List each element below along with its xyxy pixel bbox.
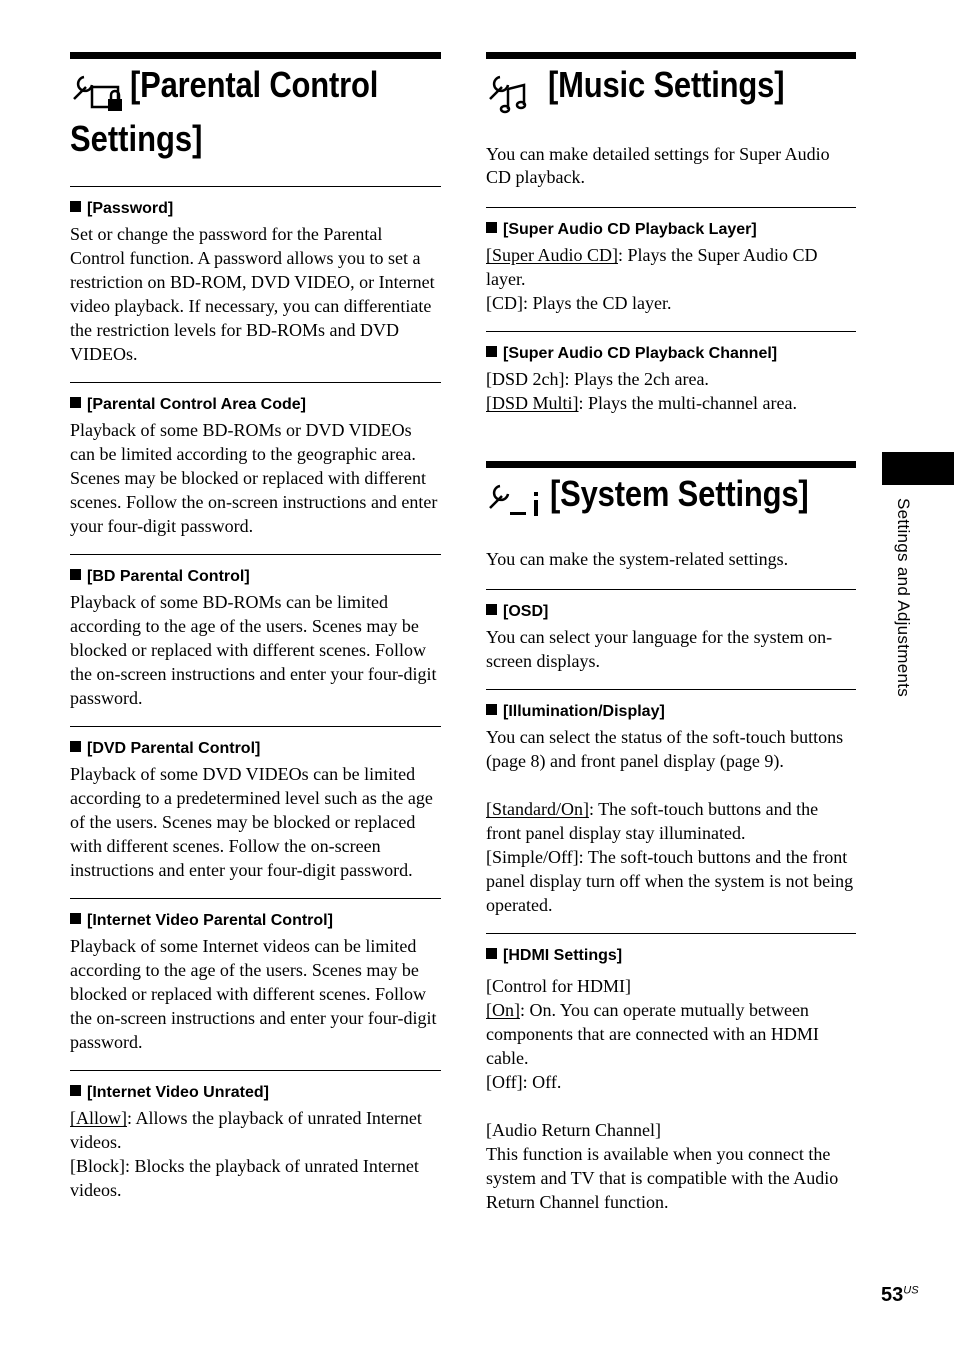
password-item	[70, 187, 441, 382]
bullet-square-icon	[70, 913, 81, 924]
bullet-square-icon	[486, 222, 497, 233]
parental-control-title-line1: [Parental Control	[130, 64, 379, 105]
system-intro: You can make the system-related settings.	[486, 549, 789, 569]
osd-heading	[486, 602, 856, 622]
dsd-multi-default-option: [DSD Multi]	[486, 393, 579, 413]
bullet-square-icon	[70, 569, 81, 580]
standard-on-desc: : The soft-touch buttons and the front panel display stay illuminated.	[486, 799, 819, 843]
page-number-value: 53	[881, 1284, 904, 1306]
music-settings-icon	[486, 69, 548, 117]
password-text: Set or change the password for the Parental Control function. A password allows you to set a restriction on BD-ROM, DVD VIDEO, or Internet video playback. If necessary, you can differentiate the restriction levels for BD-ROMs and DVD VIDEOs.	[70, 224, 435, 364]
internet-parental-text: Playback of some Internet videos can be limited according to the age of the users. Scenes may be blocked or replaced with different scenes. Follow the on-screen instructions and enter your four-digit password.	[70, 936, 437, 1052]
osd-text: You can select your language for the system on-screen displays.	[486, 627, 833, 671]
hdmi-control-subheading: [Control for HDMI]	[486, 976, 631, 996]
side-label: Settings and Adjustments	[894, 498, 913, 698]
system-settings-title: [System Settings]	[550, 473, 809, 514]
bullet-square-icon	[486, 604, 497, 615]
illumination-heading	[486, 702, 856, 722]
bd-parental-text: Playback of some BD-ROMs can be limited according to the age of the users. Scenes may be blocked or replaced with different scenes. Follow the on-screen instructions and enter your four-digit password.	[70, 592, 437, 708]
internet-parental-heading	[70, 911, 441, 931]
sacd-layer-opt2: [CD]: Plays the CD layer.	[486, 293, 672, 313]
sacd-layer-heading	[486, 220, 856, 240]
spacer	[486, 1094, 856, 1118]
music-intro: You can make detailed settings for Super Audio CD playback.	[486, 144, 830, 187]
parental-control-title-line2: Settings]	[70, 118, 203, 159]
sacd-channel-heading-text: [Super Audio CD Playback Channel]	[503, 345, 778, 362]
music-settings-title: [Music Settings]	[548, 64, 785, 105]
arc-text: This function is available when you connect the system and TV that is compatible with the Audio Return Channel function.	[486, 1144, 839, 1212]
dvd-parental-heading	[70, 739, 441, 759]
area-code-item	[70, 383, 441, 554]
bd-parental-heading-text: [BD Parental Control]	[87, 568, 250, 585]
password-heading-text: [Password]	[87, 200, 174, 217]
internet-unrated-heading-text: [Internet Video Unrated]	[87, 1084, 269, 1101]
illumination-text: You can select the status of the soft-touch buttons (page 8) and front panel display (page 9).	[486, 727, 844, 771]
bd-parental-heading	[70, 567, 441, 587]
illumination-opt2: [Simple/Off]: The soft-touch buttons and the front panel display turn off when the system is not being operated.	[486, 847, 854, 915]
bullet-square-icon	[486, 948, 497, 959]
osd-heading-text: [OSD]	[503, 603, 549, 620]
sacd-layer-item	[486, 208, 856, 331]
hdmi-heading	[486, 946, 856, 966]
internet-unrated-option-allow	[70, 1106, 441, 1154]
system-settings-icon	[486, 478, 550, 526]
area-code-text: Playback of some BD-ROMs or DVD VIDEOs can be limited according to the geographic area. Scenes may be blocked or replaced with different scenes. Follow the on-screen instructions and enter your four-digit password.	[70, 420, 438, 536]
internet-parental-heading-text: [Internet Video Parental Control]	[87, 912, 333, 929]
bullet-square-icon	[70, 201, 81, 212]
bullet-square-icon	[70, 1085, 81, 1096]
sacd-layer-opt1	[486, 243, 856, 291]
sacd-channel-heading	[486, 344, 856, 364]
spacer	[486, 773, 856, 797]
internet-unrated-heading	[70, 1083, 441, 1103]
parental-control-header	[70, 52, 441, 117]
sacd-layer-heading-text: [Super Audio CD Playback Layer]	[503, 221, 757, 238]
sacd-channel-opt1: [DSD 2ch]: Plays the 2ch area.	[486, 369, 709, 389]
dvd-parental-text: Playback of some DVD VIDEOs can be limited according to a predetermined level such as the age of the users. Scenes may be blocked or replaced with different scenes. Follow the on-screen instructions and enter your four-digit password.	[70, 764, 433, 880]
system-settings-header	[486, 461, 856, 526]
bullet-square-icon	[486, 704, 497, 715]
osd-item	[486, 590, 856, 689]
password-heading	[70, 199, 441, 219]
allow-default-option: [Allow]	[70, 1108, 127, 1128]
dvd-parental-item	[70, 727, 441, 898]
sacd-desc: : Plays the Super Audio CD layer.	[486, 245, 818, 289]
hdmi-off-option: [Off]: Off.	[486, 1072, 562, 1092]
side-tab	[882, 452, 954, 485]
illumination-opt1	[486, 797, 856, 845]
music-settings-header	[486, 52, 856, 117]
bullet-square-icon	[486, 346, 497, 357]
hdmi-heading-text: [HDMI Settings]	[503, 947, 623, 964]
on-default-option: [On]	[486, 1000, 520, 1020]
internet-unrated-option-block: [Block]: Blocks the playback of unrated Internet videos.	[70, 1156, 419, 1200]
on-desc: : On. You can operate mutually between components that are connected with an HDMI cable.	[486, 1000, 819, 1068]
bullet-square-icon	[70, 397, 81, 408]
bullet-square-icon	[70, 741, 81, 752]
allow-desc: : Allows the playback of unrated Internet videos.	[70, 1108, 422, 1152]
left-column	[70, 52, 441, 1218]
sacd-default-option: [Super Audio CD]	[486, 245, 618, 265]
internet-parental-item	[70, 899, 441, 1070]
internet-unrated-item	[70, 1071, 441, 1218]
parental-control-icon	[70, 69, 130, 117]
sacd-channel-item	[486, 332, 856, 431]
bd-parental-item	[70, 555, 441, 726]
dvd-parental-heading-text: [DVD Parental Control]	[87, 740, 261, 757]
hdmi-item	[486, 934, 856, 1230]
right-column	[486, 52, 856, 1230]
area-code-heading	[70, 395, 441, 415]
arc-subheading: [Audio Return Channel]	[486, 1120, 661, 1140]
sacd-channel-opt2	[486, 391, 856, 415]
illumination-item	[486, 690, 856, 933]
dsd-multi-desc: : Plays the multi-channel area.	[578, 393, 797, 413]
illumination-heading-text: [Illumination/Display]	[503, 703, 665, 720]
hdmi-on-option	[486, 998, 856, 1070]
area-code-heading-text: [Parental Control Area Code]	[87, 396, 306, 413]
standard-on-default-option: [Standard/On]	[486, 799, 589, 819]
page-region-suffix: US	[903, 1284, 919, 1297]
page-number	[881, 1284, 919, 1307]
